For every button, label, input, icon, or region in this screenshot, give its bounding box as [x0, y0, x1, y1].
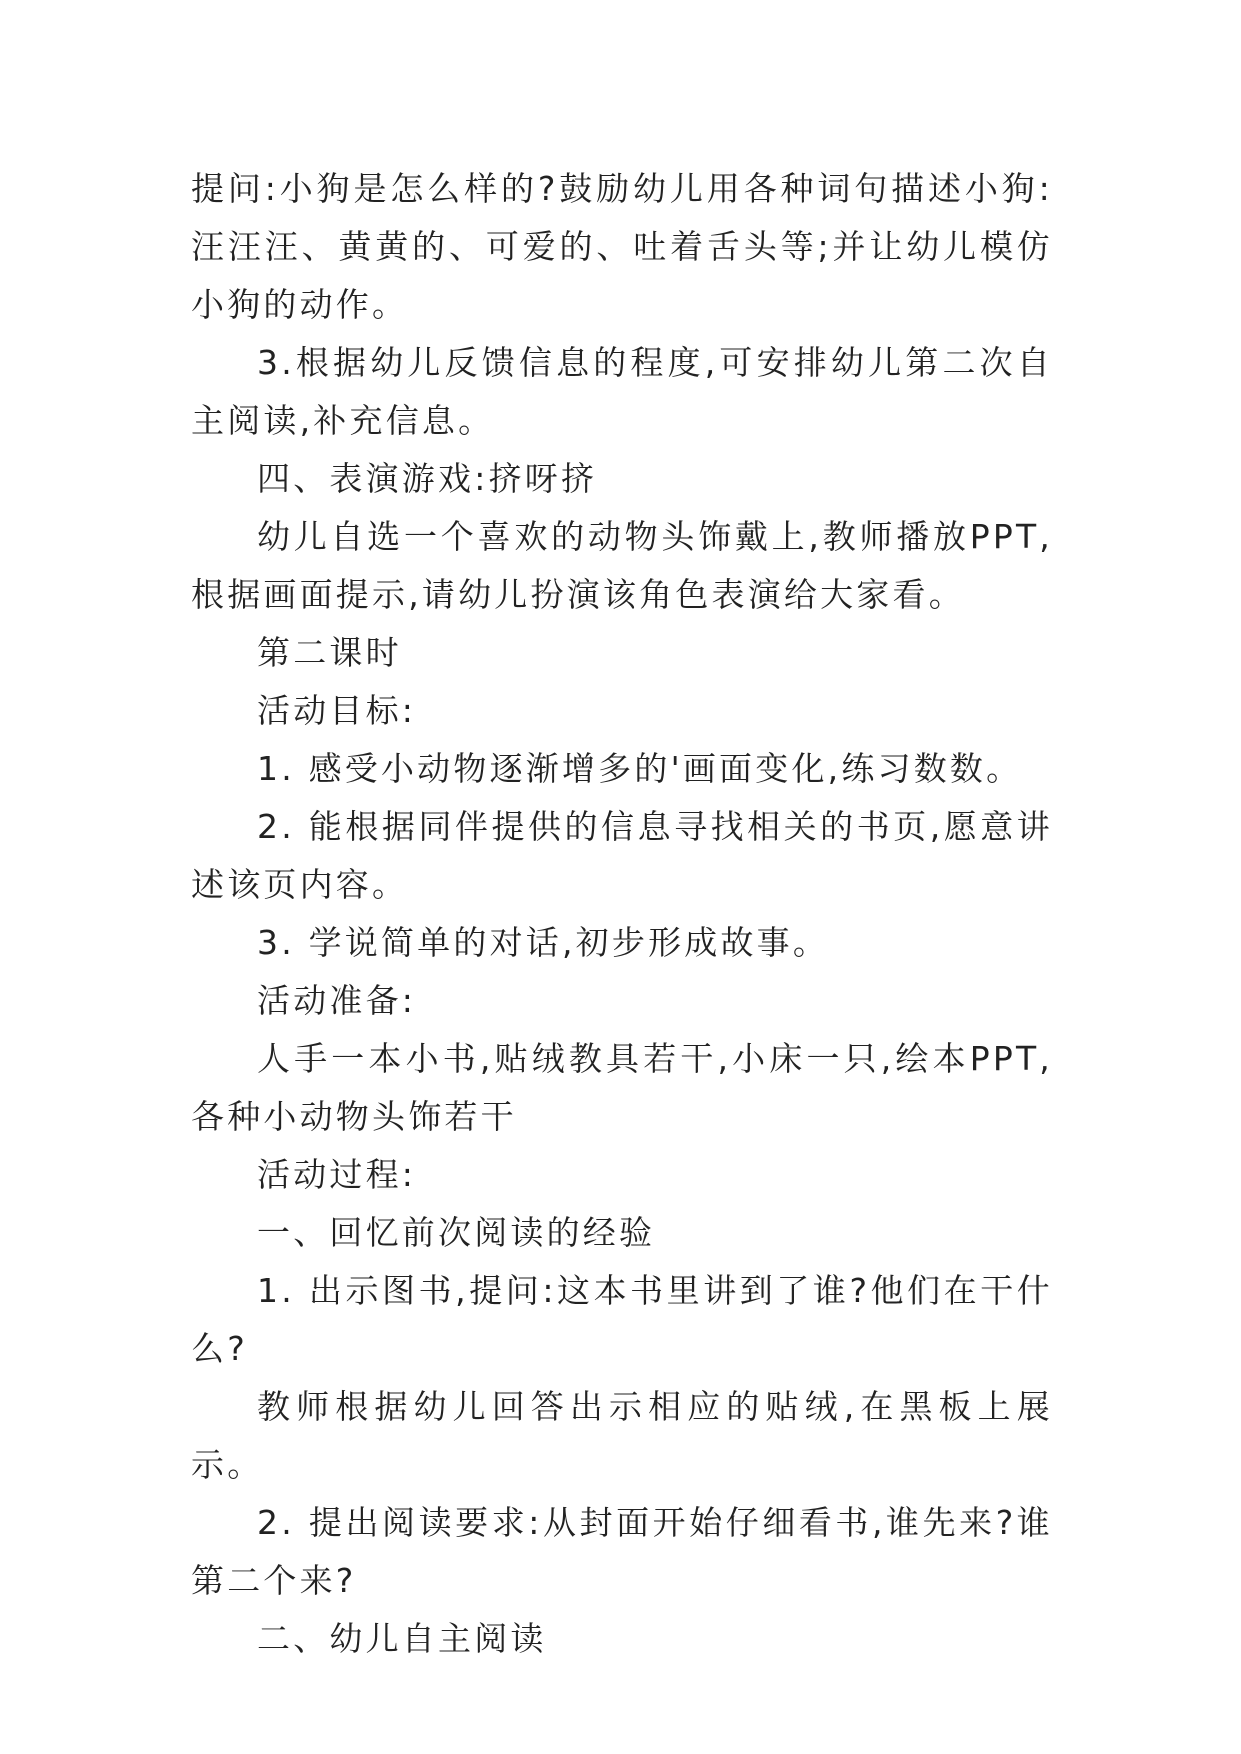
- process-item: 1. 出示图书,提问:这本书里讲到了谁?他们在干什么?: [191, 1271, 1053, 1368]
- section-heading: 二、幼儿自主阅读: [257, 1619, 547, 1658]
- section-heading: 四、表演游戏:挤呀挤: [257, 459, 598, 498]
- paragraph: 3.根据幼儿反馈信息的程度,可安排幼儿第二次自主阅读,补充信息。: [191, 343, 1053, 440]
- goal-item: 2. 能根据同伴提供的信息寻找相关的书页,愿意讲述该页内容。: [191, 807, 1053, 904]
- paragraph: 幼儿自选一个喜欢的动物头饰戴上,教师播放PPT,根据画面提示,请幼儿扮演该角色表演给大家看。: [191, 517, 1053, 614]
- goal-item: 1. 感受小动物逐渐增多的'画面变化,练习数数。: [257, 749, 1023, 788]
- paragraph: 提问:小狗是怎么样的?鼓励幼儿用各种词句描述小狗:汪汪汪、黄黄的、可爱的、吐着舌头等;并让幼儿模仿小狗的动作。: [191, 169, 1053, 324]
- subheading-process: 活动过程:: [257, 1155, 417, 1194]
- goal-item: 3. 学说简单的对话,初步形成故事。: [257, 923, 830, 962]
- process-item: 2. 提出阅读要求:从封面开始仔细看书,谁先来?谁第二个来?: [191, 1503, 1053, 1600]
- subheading-preparation: 活动准备:: [257, 981, 417, 1020]
- section-heading: 一、回忆前次阅读的经验: [257, 1213, 656, 1252]
- document-body: [191, 160, 1053, 1668]
- paragraph: 人手一本小书,贴绒教具若干,小床一只,绘本PPT,各种小动物头饰若干: [191, 1039, 1053, 1136]
- lesson-heading: 第二课时: [257, 633, 402, 672]
- paragraph: 教师根据幼儿回答出示相应的贴绒,在黑板上展示。: [191, 1387, 1053, 1484]
- subheading-goals: 活动目标:: [257, 691, 417, 730]
